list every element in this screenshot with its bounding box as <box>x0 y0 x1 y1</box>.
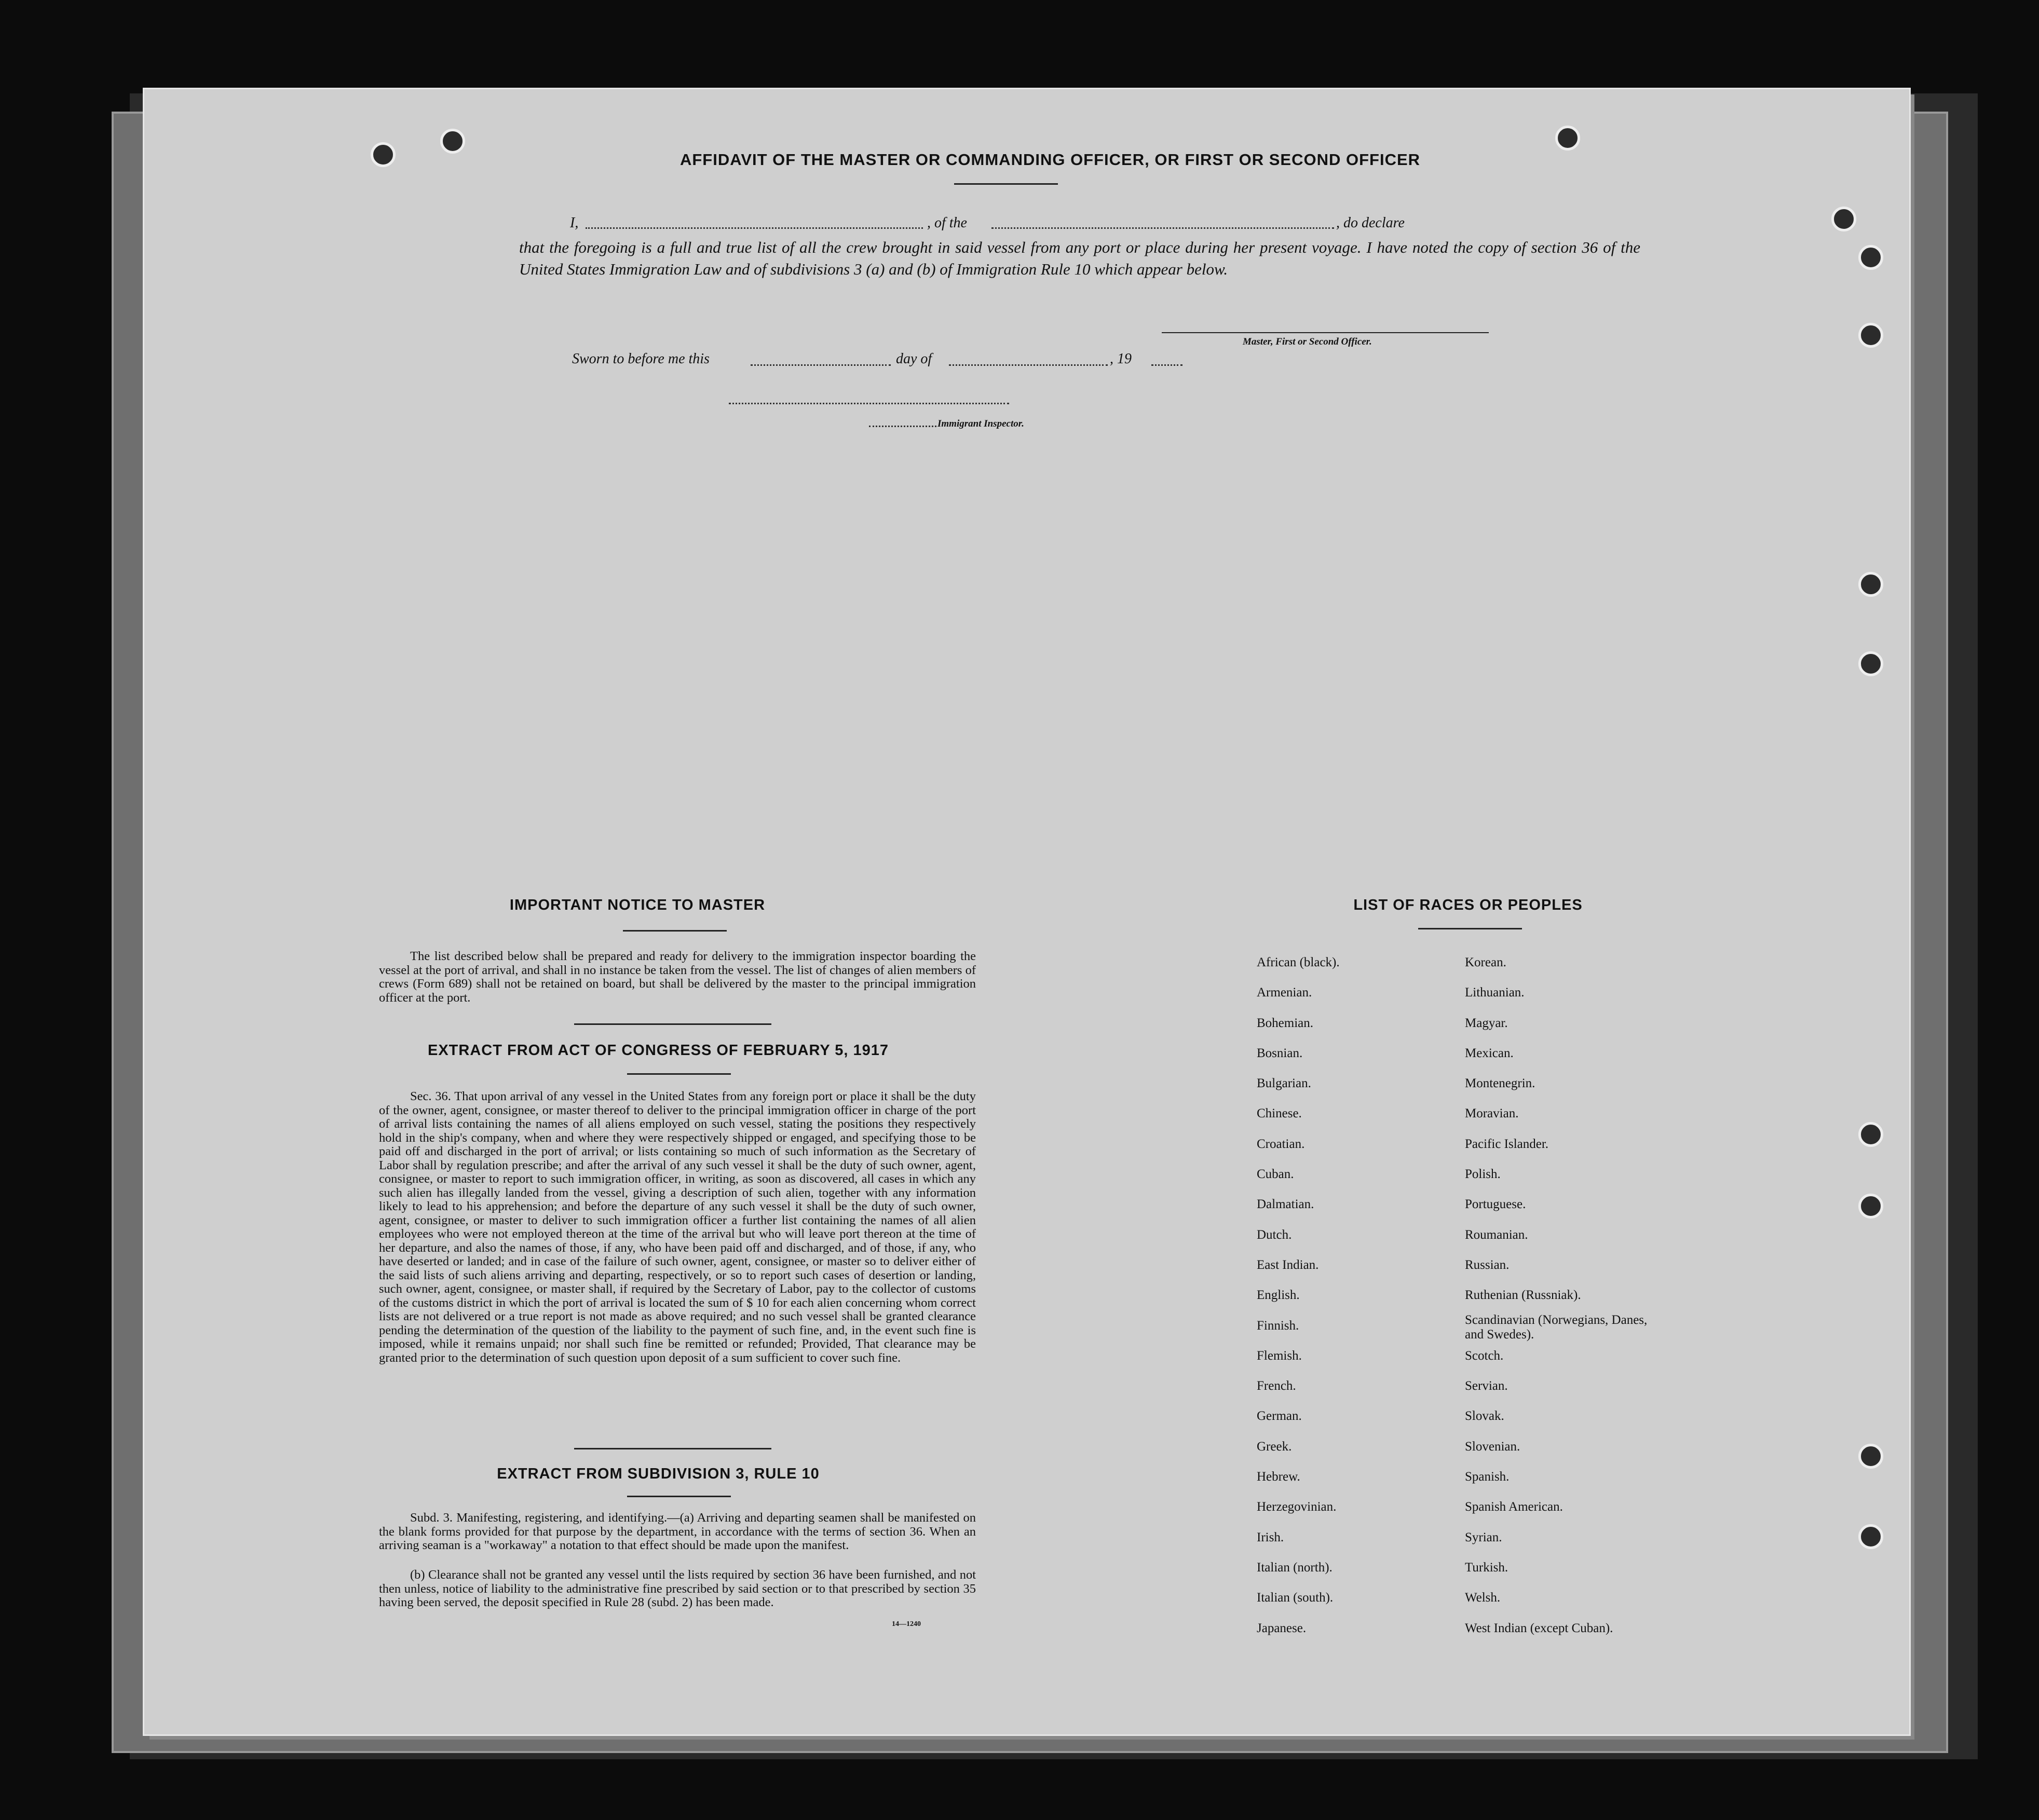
race-item: Ruthenian (Russniak). <box>1465 1288 1581 1303</box>
rule-extract-title: EXTRACT FROM SUBDIVISION 3, RULE 10 <box>497 1466 820 1482</box>
rule-extract-subd-a: Subd. 3. Manifesting, registering, and identifying.—(a) Arriving and departing seamen shall be manifested on the blank forms provided for that purpose by the department, in accordance with the terms of section 36. When an arriving seaman is a "workaway" a notation to that effect should be made upon the manifest. <box>379 1511 976 1552</box>
race-item: Slovenian. <box>1465 1439 1520 1454</box>
race-item: Servian. <box>1465 1379 1508 1393</box>
race-item: Bulgarian. <box>1257 1076 1311 1091</box>
punch-hole <box>1858 323 1883 348</box>
inspector-label: Immigrant Inspector. <box>937 418 1024 429</box>
race-item: Slovak. <box>1465 1409 1504 1424</box>
race-item: Italian (south). <box>1257 1591 1334 1605</box>
punch-hole <box>1555 126 1580 150</box>
declarant-name-blank <box>586 227 923 229</box>
punch-hole <box>371 142 396 167</box>
race-item: Scandinavian (Norwegians, Danes, and Swedes). <box>1465 1312 1648 1342</box>
notice-title: IMPORTANT NOTICE TO MASTER <box>509 897 766 913</box>
race-item: Finnish. <box>1257 1318 1299 1333</box>
race-item: Moravian. <box>1465 1106 1519 1121</box>
race-item: German. <box>1257 1409 1302 1424</box>
punch-hole <box>1858 245 1883 270</box>
sworn-month-blank <box>949 364 1108 366</box>
punch-hole <box>1858 651 1883 676</box>
race-item: Scotch. <box>1465 1348 1504 1363</box>
races-column-2 <box>1465 948 1662 1644</box>
race-item: Herzegovinian. <box>1257 1500 1337 1514</box>
race-item: Hebrew. <box>1257 1470 1300 1484</box>
act-extract-title: EXTRACT FROM ACT OF CONGRESS OF FEBRUARY 5, 1917 <box>427 1042 889 1059</box>
race-item: Polish. <box>1465 1167 1501 1182</box>
punch-hole <box>1858 1122 1883 1147</box>
race-item: French. <box>1257 1379 1296 1393</box>
race-item: Pacific Islander. <box>1465 1137 1549 1151</box>
race-item: Montenegrin. <box>1465 1076 1535 1091</box>
declarant-label: I, <box>570 215 579 231</box>
race-item: Lithuanian. <box>1465 986 1525 1000</box>
race-item: Spanish. <box>1465 1470 1510 1484</box>
vessel-name-blank <box>991 227 1334 229</box>
punch-hole <box>1831 207 1856 231</box>
punch-hole <box>1858 572 1883 597</box>
race-item: Italian (north). <box>1257 1560 1333 1575</box>
inspector-name-blank <box>869 426 936 427</box>
of-the-label: , of the <box>927 215 967 231</box>
race-item: Armenian. <box>1257 986 1312 1000</box>
act-extract-rule <box>627 1073 731 1075</box>
races-title: LIST OF RACES OR PEOPLES <box>1353 897 1583 913</box>
master-signature-label: Master, First or Second Officer. <box>1243 336 1372 347</box>
sworn-label: Sworn to before me this <box>572 351 710 367</box>
race-item: Dutch. <box>1257 1227 1292 1242</box>
race-item: Irish. <box>1257 1530 1284 1544</box>
race-item: Flemish. <box>1257 1348 1302 1363</box>
sworn-day-blank <box>751 364 891 366</box>
act-extract-end-rule <box>574 1448 771 1449</box>
punch-hole <box>1858 1524 1883 1549</box>
race-item: Portuguese. <box>1465 1197 1526 1212</box>
race-item: Cuban. <box>1257 1167 1294 1182</box>
race-item: Dalmatian. <box>1257 1197 1314 1212</box>
punch-hole <box>1858 1194 1883 1219</box>
race-item: Japanese. <box>1257 1621 1307 1635</box>
race-item: Bosnian. <box>1257 1046 1303 1060</box>
day-of-label: day of <box>896 351 932 367</box>
race-item: Chinese. <box>1257 1106 1302 1121</box>
race-item: Turkish. <box>1465 1560 1508 1575</box>
race-item: Bohemian. <box>1257 1016 1314 1030</box>
act-extract-text: Sec. 36. That upon arrival of any vessel in the United States from any foreign port or place it shall be the duty of the owner, agent, consignee, or master thereof to deliver to the principal immigration officer in charge of the port of arrival lists containing the names of all aliens employed on such vessel, stating the positions they respectively hold in the ship's company, when and where they were respectively shipped or engaged, and specifying those to be paid off and discharged in the port of arrival; or lists containing so much of such information as the Secretary of Labor shall by regulation prescribe; and after the arrival of any such vessel it shall be the duty of such owner, agent, consignee, or master to report to such immigration officer, in writing, as soon as discovered, all cases in which any such alien has illegally landed from the vessel, giving a description of such alien, together with any information likely to lead to his apprehension; and before the departure of any such vessel it shall be the duty of such owner, agent, consignee, or master to deliver to such immigration officer a further list containing the names of all alien employees who were not employed thereon at the time of the arrival but who will leave port thereon at the time of her departure, and also the names of those, if any, who have been paid off and discharged, and of those, if any, who have deserted or landed; and in case of the failure of such owner, agent, consignee, or master so to deliver either of the said lists of such aliens arriving and departing, respectively, or so to report such cases of desertion or landing, such owner, agent, consignee, or master shall, if required by the Secretary of Labor, pay to the collector of customs of the customs district in which the port of arrival is located the sum of $ 10 for each alien concerning whom correct lists are not delivered or a true report is not made as above required; and no such vessel shall be granted clearance pending the determination of the question of the liability to the payment of such fine, and, in the event such fine is imposed, while it remains unpaid; nor shall such fine be remitted or refunded; Provided, That clearance may be granted prior to the determination of such question upon deposit of a sum sufficient to cover such fine. <box>379 1089 976 1365</box>
do-declare-label: , do declare <box>1336 215 1405 231</box>
race-item: Roumanian. <box>1465 1227 1528 1242</box>
race-item: Magyar. <box>1465 1016 1508 1030</box>
inspector-signature-blank <box>729 403 1009 404</box>
race-item: English. <box>1257 1288 1300 1303</box>
affidavit-title: AFFIDAVIT OF THE MASTER OR COMMANDING OFFICER, OR FIRST OR SECOND OFFICER <box>679 150 1421 169</box>
race-item: Greek. <box>1257 1439 1292 1454</box>
punch-hole <box>440 129 465 154</box>
race-item: Syrian. <box>1465 1530 1502 1544</box>
race-item: Croatian. <box>1257 1137 1305 1151</box>
form-number: 14—1240 <box>892 1620 921 1628</box>
race-item: Mexican. <box>1465 1046 1514 1060</box>
title-rule <box>954 183 1058 185</box>
master-signature-line <box>1162 332 1489 333</box>
rule-extract-subd-b: (b) Clearance shall not be granted any vessel until the lists required by section 36 have been furnished, and not then unless, notice of liability to the administrative fine prescribed by said section or to that prescribed by section 35 having been served, the deposit specified in Rule 28 (subd. 2) has been made. <box>379 1568 976 1609</box>
year-label: , 19 <box>1110 351 1132 367</box>
document-sheet <box>144 89 1909 1734</box>
notice-text: The list described below shall be prepared and ready for delivery to the immigration inspector boarding the vessel at the port of arrival, and shall in no instance be taken from the vessel. The list of changes of alien members of crews (Form 689) shall not be retained on board, but shall be delivered by the master to the principal immigration officer at the port. <box>379 949 976 1005</box>
race-item: Welsh. <box>1465 1591 1501 1605</box>
rule-extract-rule <box>627 1496 731 1497</box>
race-item: Spanish American. <box>1465 1500 1563 1514</box>
race-item: African (black). <box>1257 955 1340 969</box>
punch-hole <box>1858 1444 1883 1469</box>
race-item: Korean. <box>1465 955 1506 969</box>
races-column-1 <box>1257 948 1340 1644</box>
race-item: West Indian (except Cuban). <box>1465 1621 1613 1635</box>
race-item: Russian. <box>1465 1257 1510 1272</box>
notice-end-rule <box>574 1023 771 1025</box>
races-rule <box>1418 928 1522 929</box>
notice-rule <box>623 930 727 932</box>
declaration-text: that the foregoing is a full and true list of all the crew brought in said vessel from any port or place during her present voyage. I have noted the copy of section 36 of the United States Immigration Law and of subdivisions 3 (a) and (b) of Immigration Rule 10 which appear below. <box>519 238 1640 278</box>
sworn-year-blank <box>1151 364 1182 366</box>
race-item: East Indian. <box>1257 1257 1319 1272</box>
